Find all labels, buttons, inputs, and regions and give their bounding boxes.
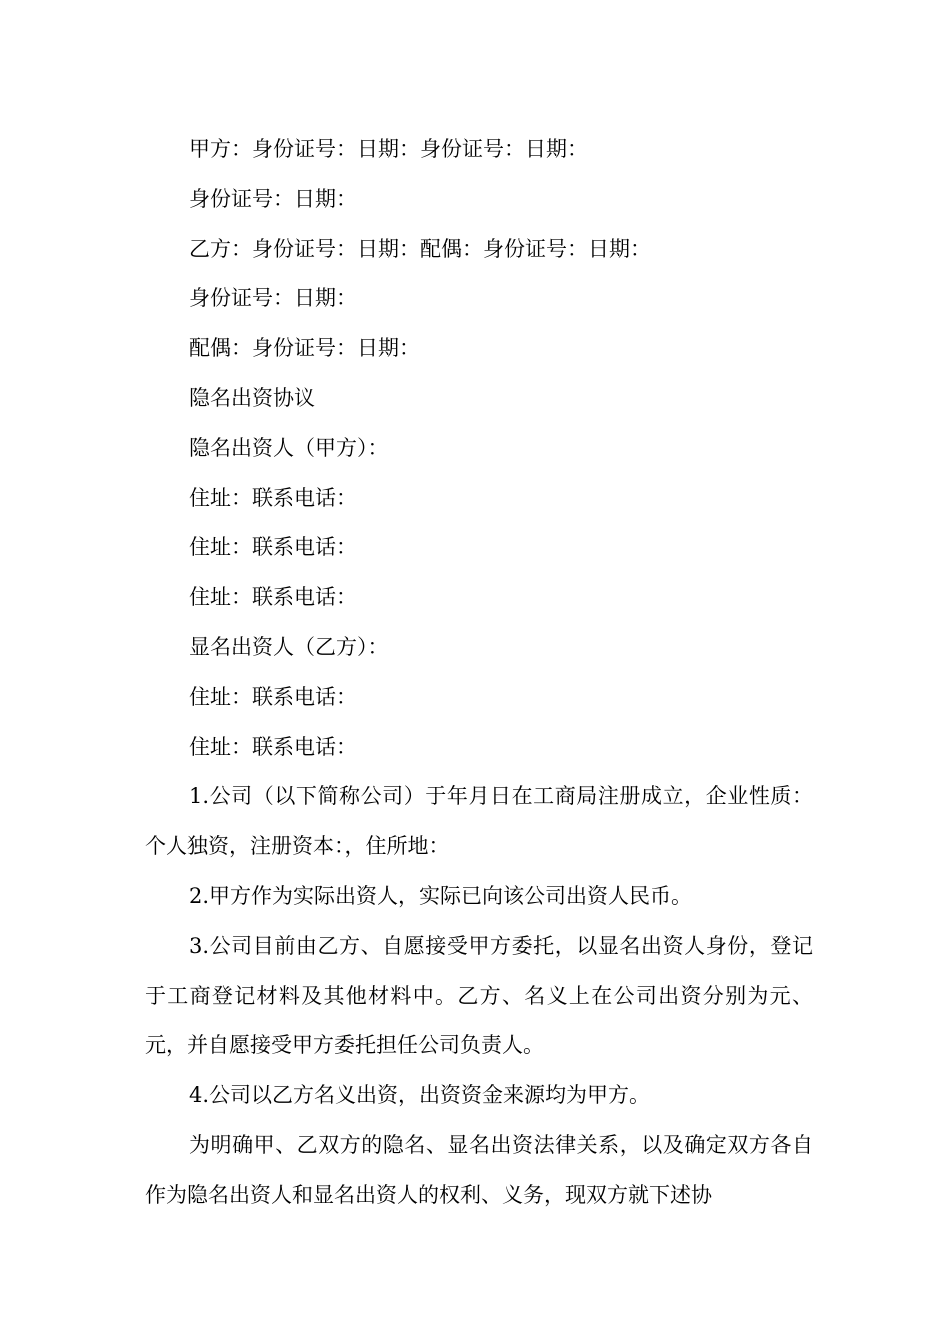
- purpose-paragraph: 为明确甲、乙双方的隐名、显名出资法律关系，以及确定双方各自作为隐名出资人和显名出资人的权利、义务，现双方就下述协: [145, 1132, 813, 1207]
- address-line: 住址：联系电话：: [189, 734, 357, 759]
- clause-4: 4.公司以乙方名义出资，出资资金来源均为甲方。: [189, 1083, 651, 1108]
- named-investor-heading: 显名出资人（乙方）：: [189, 634, 389, 659]
- address-line: 住址：联系电话：: [189, 684, 357, 709]
- party-b-id-line: 身份证号：日期：: [189, 286, 357, 311]
- agreement-title: 隐名出资协议: [189, 385, 315, 410]
- address-line: 住址：联系电话：: [189, 485, 357, 510]
- clause-3: 3.公司目前由乙方、自愿接受甲方委托，以显名出资人身份，登记于工商登记材料及其他材料中。乙方、名义上在公司出资分别为元、元，并自愿接受甲方委托担任公司负责人。: [145, 933, 813, 1058]
- document-body: [145, 125, 813, 1221]
- clause-1: 1.公司（以下简称公司）于年月日在工商局注册成立，企业性质：个人独资，注册资本：，住所地：: [145, 784, 813, 859]
- party-a-line: 甲方：身份证号：日期：身份证号：日期：: [189, 137, 588, 161]
- party-b-line: 乙方：身份证号：日期：配偶：身份证号：日期：: [189, 236, 651, 261]
- address-line: 住址：联系电话：: [189, 585, 357, 610]
- spouse-line: 配偶：身份证号：日期：: [189, 336, 420, 361]
- party-a-id-line: 身份证号：日期：: [189, 186, 357, 211]
- address-line: 住址：联系电话：: [189, 535, 357, 560]
- clause-2: 2.甲方作为实际出资人，实际已向该公司出资人民币。: [189, 883, 693, 908]
- hidden-investor-heading: 隐名出资人（甲方）：: [189, 435, 389, 460]
